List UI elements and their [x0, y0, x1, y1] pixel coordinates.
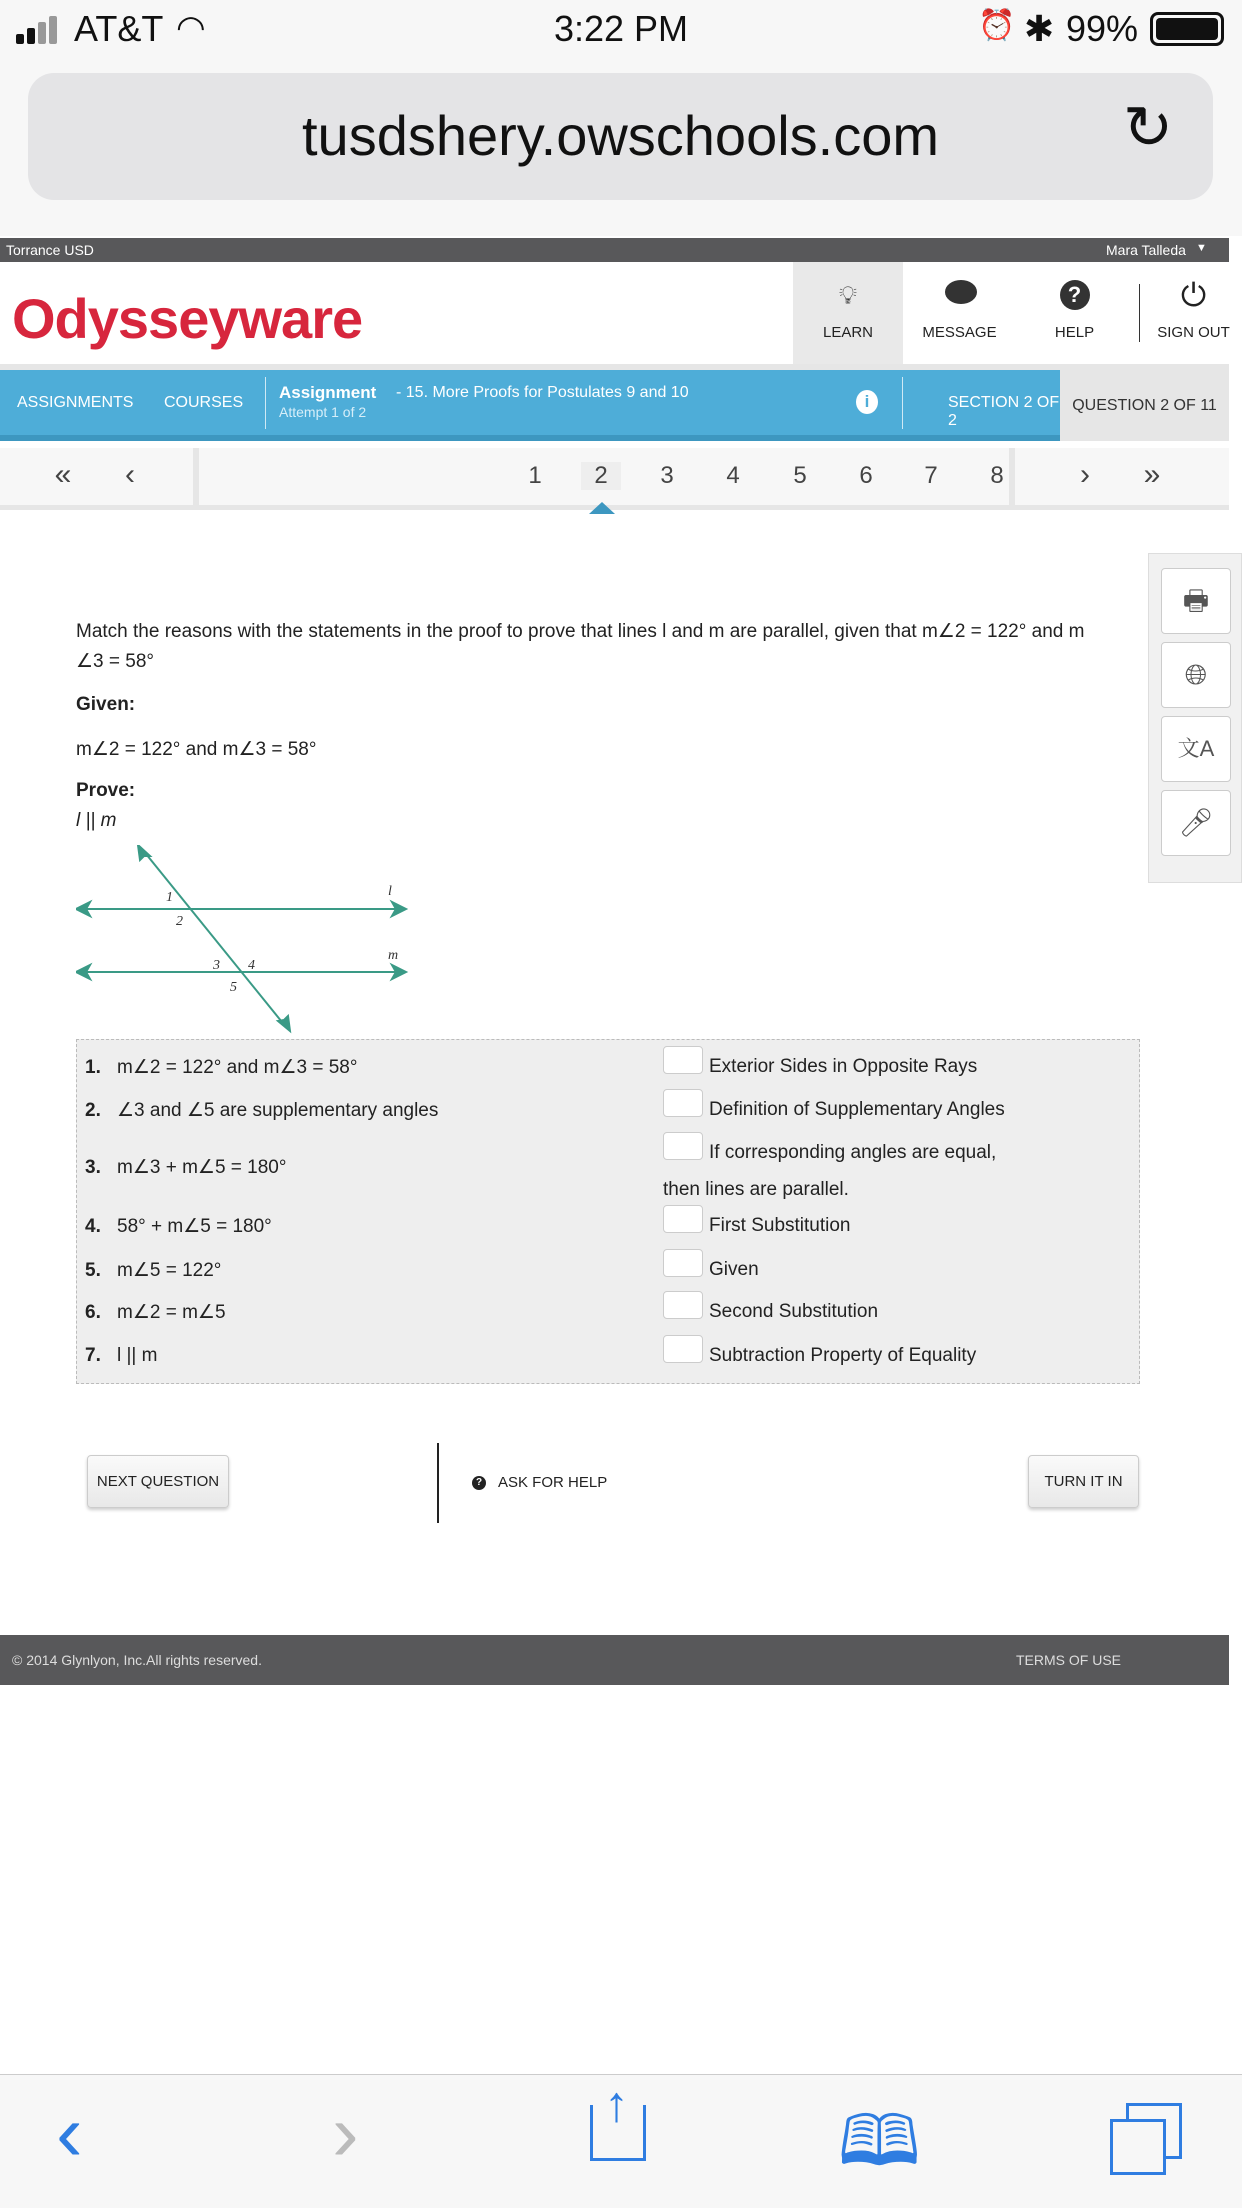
district-name: Torrance USD: [6, 242, 94, 258]
statement-6: [85, 1301, 226, 1324]
statement-7: [85, 1345, 157, 1367]
last-page-icon[interactable]: »: [1143, 458, 1161, 491]
page-8[interactable]: 8: [990, 462, 1004, 489]
reason-6[interactable]: Second Substitution: [709, 1301, 879, 1322]
statement-2: [85, 1099, 438, 1122]
battery-percent: 99%: [1066, 8, 1139, 49]
statement-number: 6.: [85, 1302, 101, 1323]
question-prompt-cont: ∠3 = 58°: [76, 651, 154, 672]
page-5[interactable]: 5: [793, 462, 807, 489]
statement-text: 58° + m∠5 = 180°: [117, 1216, 272, 1237]
statement-1: [85, 1056, 357, 1079]
angle-label-4: 4: [248, 958, 255, 973]
prove-text: l || m: [76, 810, 117, 831]
reason-7[interactable]: Subtraction Property of Equality: [709, 1345, 977, 1366]
url-bar[interactable]: [28, 73, 1213, 200]
angle-label-5: 5: [230, 980, 237, 995]
angle-label-2: 2: [176, 914, 183, 929]
angle-label-3: 3: [213, 958, 220, 973]
statement-3: [85, 1156, 286, 1179]
reason-1[interactable]: Exterior Sides in Opposite Rays: [709, 1056, 978, 1077]
reload-icon[interactable]: ↻: [1122, 94, 1174, 161]
matching-area: [76, 1039, 1140, 1384]
reason-drop-slot[interactable]: [663, 1132, 703, 1160]
back-icon[interactable]: ‹: [56, 2088, 83, 2177]
ios-status-bar: [0, 0, 1242, 236]
question-prompt: Match the reasons with the statements in the proof to prove that lines l and m are parallel, given that m∠2 = 122° and m: [76, 621, 1085, 642]
assignment-label: Assignment: [279, 383, 377, 402]
given-text: m∠2 = 122° and m∠3 = 58°: [76, 739, 317, 760]
lightbulb-icon: 💡︎: [838, 280, 858, 310]
wifi-icon: ◠: [176, 9, 206, 47]
copyright: © 2014 Glynlyon, Inc.All rights reserved.: [12, 1652, 262, 1668]
question-indicator: QUESTION 2 OF 11: [1060, 370, 1229, 441]
tabs-icon[interactable]: [1110, 2119, 1166, 2175]
statement-text: m∠5 = 122°: [117, 1260, 222, 1281]
statement-number: 4.: [85, 1216, 101, 1237]
forward-icon: ›: [332, 2088, 359, 2177]
sign-out-label: SIGN OUT: [1157, 324, 1230, 341]
statement-5: [85, 1259, 221, 1282]
page-7[interactable]: 7: [924, 462, 938, 489]
reason-drop-slot[interactable]: [663, 1205, 703, 1233]
attempt-text: Attempt 1 of 2: [279, 404, 367, 420]
print-icon[interactable]: 🖶︎: [1161, 568, 1231, 634]
safari-toolbar: [0, 2074, 1242, 2208]
battery-icon: [1150, 12, 1224, 46]
line-label-l: l: [388, 884, 392, 899]
help-label: HELP: [1054, 324, 1095, 341]
reason-drop-slot[interactable]: [663, 1089, 703, 1117]
assignment-title: - 15. More Proofs for Postulates 9 and 10: [396, 384, 689, 401]
page-1[interactable]: 1: [528, 462, 542, 489]
help-button[interactable]: [1016, 262, 1133, 364]
sign-out-button[interactable]: [1145, 262, 1242, 364]
first-page-icon[interactable]: «: [54, 458, 72, 491]
share-arrow: ↑: [604, 2076, 629, 2132]
next-page-icon[interactable]: ›: [1080, 458, 1090, 491]
question-circle-icon: ?: [1060, 280, 1090, 310]
statement-text: m∠3 + m∠5 = 180°: [117, 1157, 287, 1178]
district-bar: [0, 238, 1229, 262]
divider: [1139, 284, 1140, 342]
page-6[interactable]: 6: [859, 462, 873, 489]
app-header: [0, 262, 1229, 364]
next-question-button[interactable]: NEXT QUESTION: [87, 1455, 229, 1508]
bookmarks-icon[interactable]: 🕮︎: [838, 2102, 921, 2180]
reason-4[interactable]: First Substitution: [709, 1215, 851, 1236]
translate-icon[interactable]: 文A: [1161, 716, 1231, 782]
page-4[interactable]: 4: [726, 462, 740, 489]
turn-it-in-button[interactable]: TURN IT IN: [1028, 1455, 1139, 1508]
clock: 3:22 PM: [553, 8, 689, 49]
alarm-icon: ⏰: [978, 9, 1016, 42]
statement-number: 5.: [85, 1260, 101, 1281]
reason-2[interactable]: Definition of Supplementary Angles: [709, 1099, 1005, 1120]
page-2[interactable]: 2: [581, 462, 621, 490]
page-footer: [0, 1635, 1229, 1685]
assignments-link[interactable]: ASSIGNMENTS: [17, 394, 134, 411]
reason-5[interactable]: Given: [709, 1259, 759, 1280]
statement-number: 2.: [85, 1100, 101, 1121]
globe-icon[interactable]: 🌐︎: [1161, 642, 1231, 708]
message-button[interactable]: [903, 262, 1016, 364]
section-indicator: SECTION 2 OF 2: [948, 394, 1060, 429]
reason-drop-slot[interactable]: [663, 1335, 703, 1363]
terms-link[interactable]: TERMS OF USE: [1016, 1652, 1122, 1668]
statement-number: 1.: [85, 1057, 101, 1078]
learn-button[interactable]: [793, 262, 903, 364]
statement-number: 7.: [85, 1345, 101, 1366]
line-label-m: m: [388, 948, 399, 963]
speech-bubble-icon: [945, 280, 975, 310]
angle-label-1: 1: [166, 890, 173, 905]
odysseyware-logo: Odysseyware: [12, 287, 363, 350]
parallel-lines-diagram: [76, 845, 416, 1040]
question-pager: [0, 448, 1229, 510]
prev-page-icon[interactable]: ‹: [125, 458, 135, 491]
divider: [437, 1443, 439, 1523]
message-label: MESSAGE: [922, 324, 997, 341]
caret-down-icon[interactable]: ▼: [1196, 242, 1207, 254]
info-icon[interactable]: i: [856, 390, 878, 414]
page-3[interactable]: 3: [660, 462, 674, 489]
statement-4: [85, 1215, 272, 1238]
prove-label: Prove:: [76, 780, 136, 801]
assignment-bar: [0, 370, 1060, 441]
statement-text: ∠3 and ∠5 are supplementary angles: [117, 1100, 439, 1121]
reason-drop-slot[interactable]: [663, 1046, 703, 1074]
statement-number: 3.: [85, 1157, 101, 1178]
ask-for-help-link[interactable]: ASK FOR HELP: [498, 1474, 608, 1491]
learn-label: LEARN: [822, 324, 874, 341]
given-label: Given:: [76, 694, 136, 715]
power-icon: ⏻: [1180, 277, 1207, 313]
statement-text: m∠2 = m∠5: [117, 1302, 226, 1323]
bluetooth-icon: ✱: [1024, 8, 1055, 49]
microphone-icon[interactable]: 🎤︎: [1161, 790, 1231, 856]
reason-drop-slot[interactable]: [663, 1249, 703, 1277]
tools-sidebar: [1148, 553, 1242, 883]
carrier: AT&T: [74, 8, 164, 49]
url-text: tusdshery.owschools.com: [302, 104, 939, 167]
statement-text: l || m: [117, 1345, 158, 1366]
reason-drop-slot[interactable]: [663, 1291, 703, 1319]
reason-3[interactable]: If corresponding angles are equal,: [709, 1142, 997, 1163]
current-page-marker: [589, 502, 615, 514]
courses-link[interactable]: COURSES: [164, 394, 244, 411]
statement-text: m∠2 = 122° and m∠3 = 58°: [117, 1057, 358, 1078]
user-menu[interactable]: Mara Talleda: [1106, 242, 1186, 258]
help-circle-icon[interactable]: ?: [472, 1476, 486, 1490]
reason-3-cont[interactable]: then lines are parallel.: [663, 1179, 849, 1200]
